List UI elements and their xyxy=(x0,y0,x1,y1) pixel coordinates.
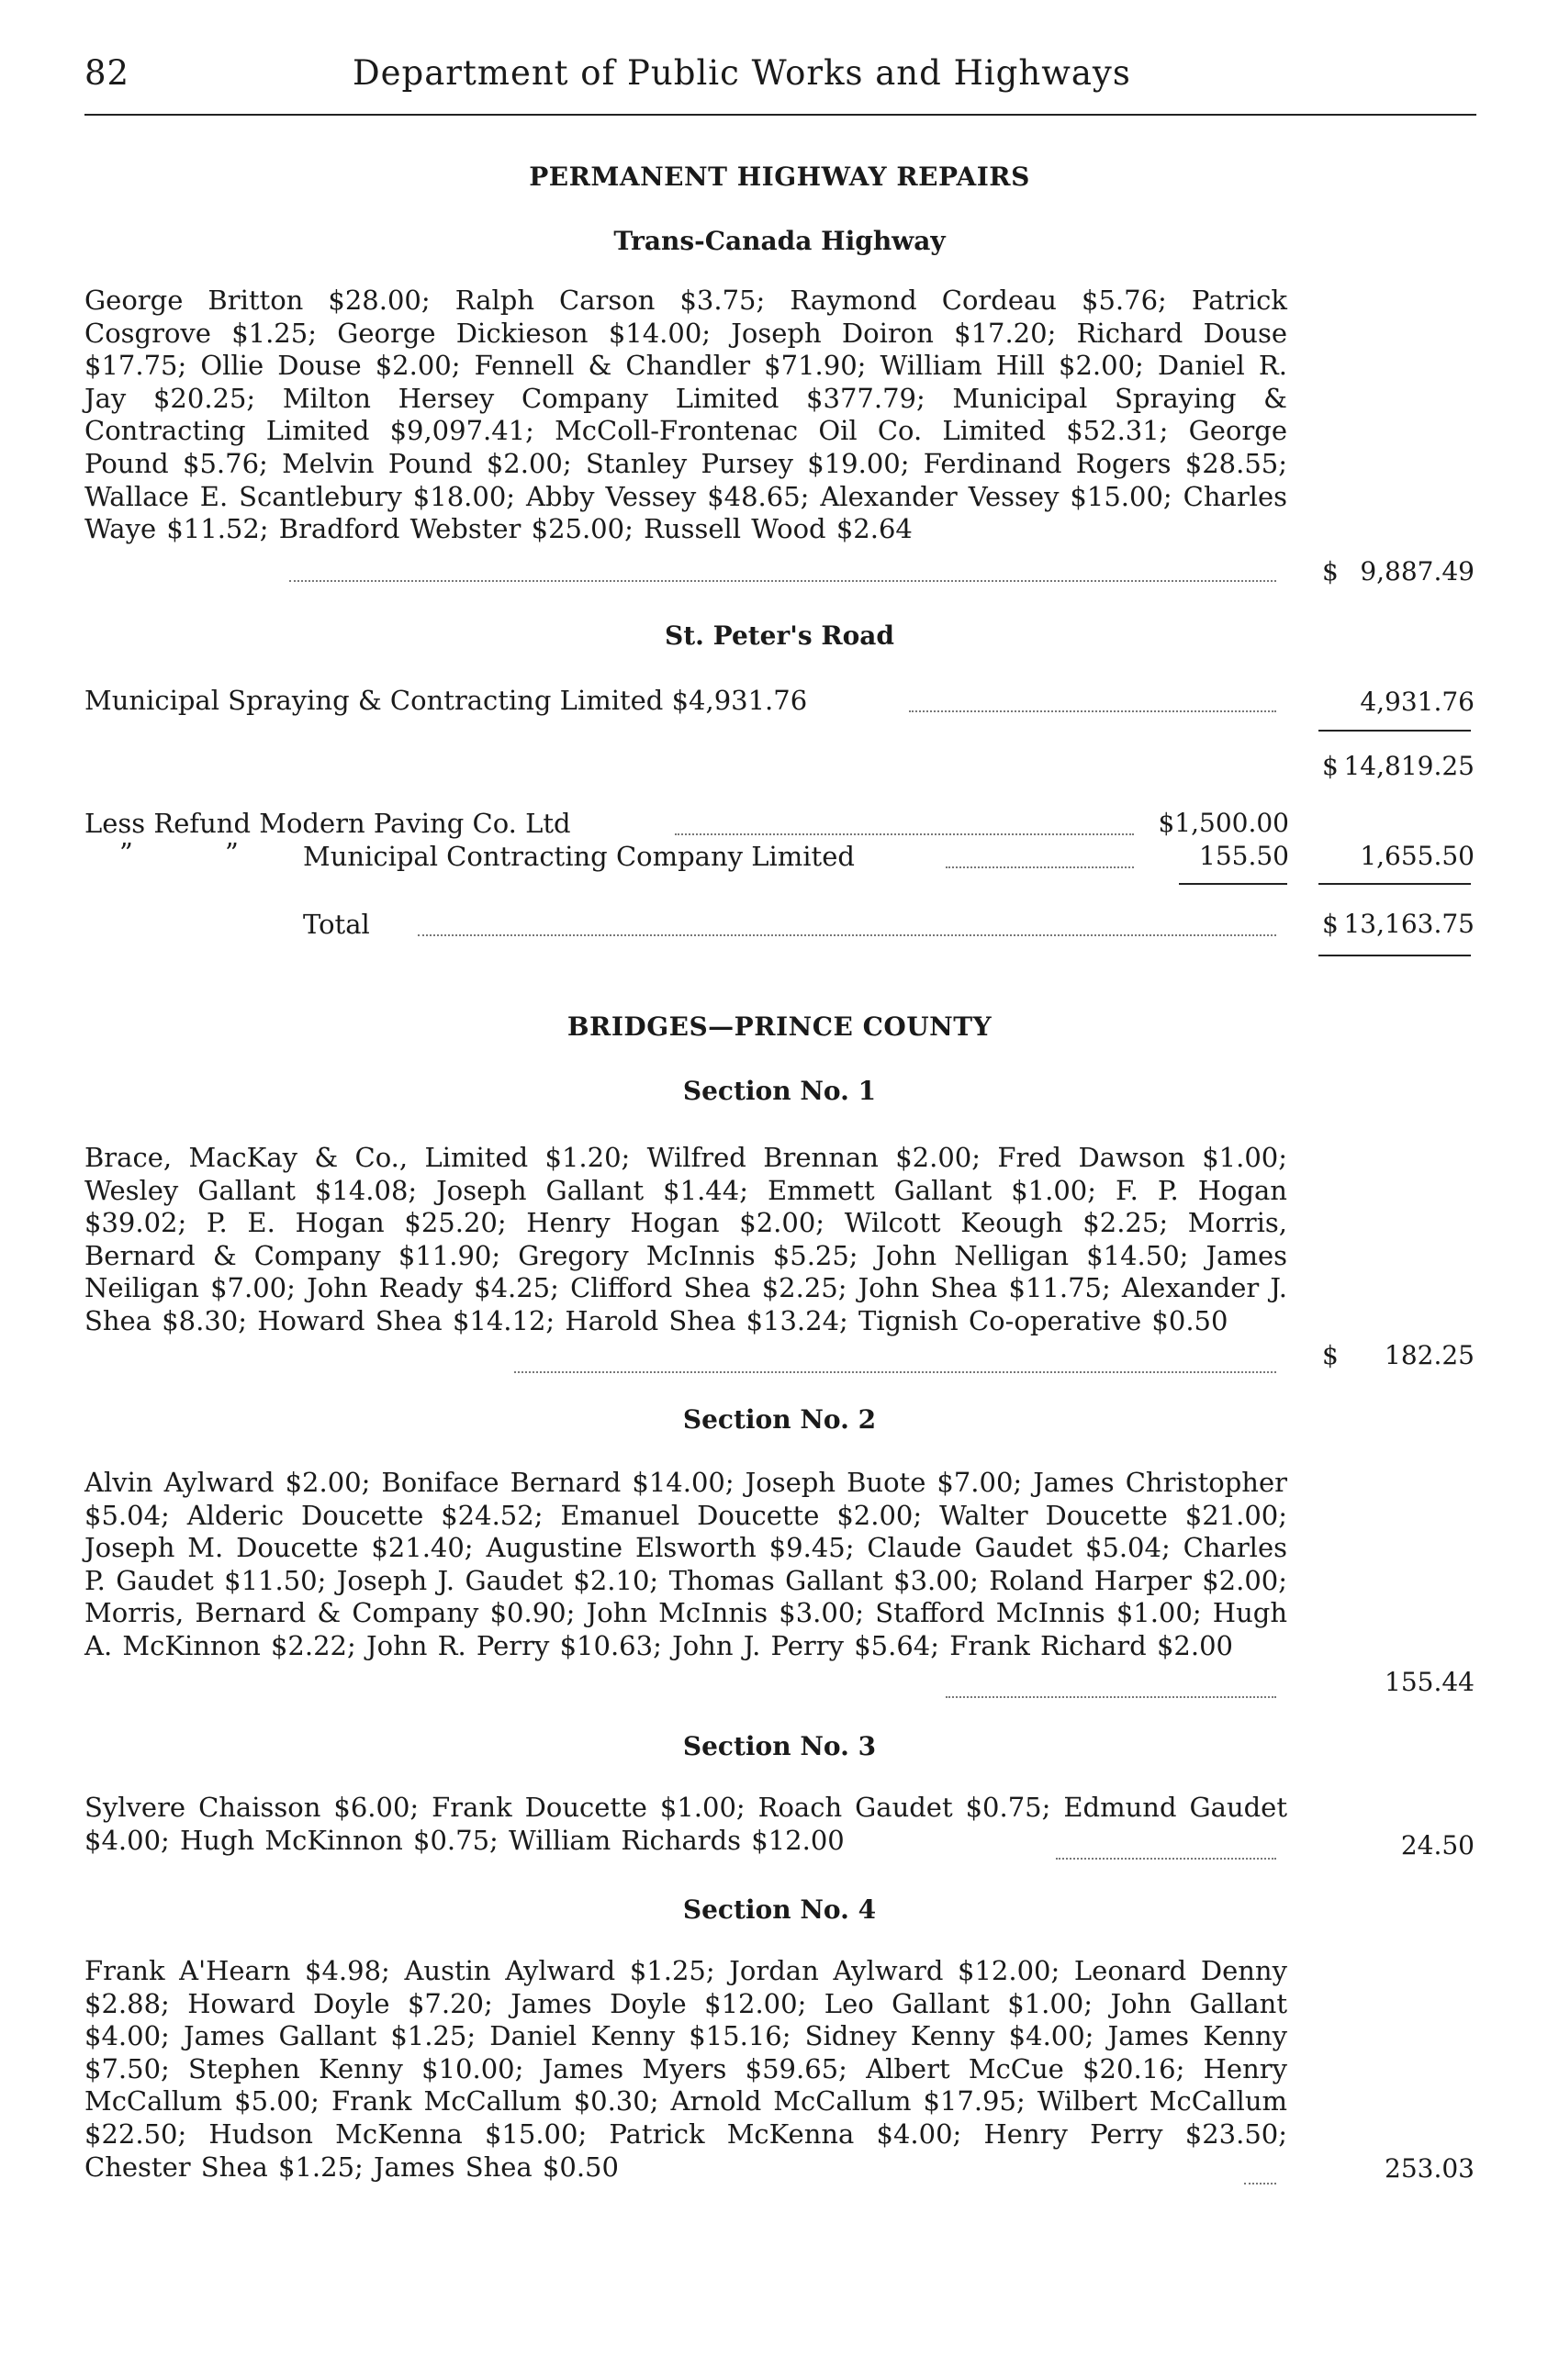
section-4-amount: 253.03 xyxy=(1385,2153,1475,2184)
dollar-sign: $ xyxy=(1322,909,1339,939)
section-2-payee-list: Alvin Aylward $2.00; Boniface Bernard $14.00; Joseph Buote $7.00; James Christopher $5.04; Alderic Doucette $24.52; Emanuel Doucette $2.00; Walter Doucette $21.00; Joseph M. Doucette $21.40; Augustine Elsworth $9.45; Claude Gaudet $5.04; Charles P. Gaudet $11.50; Joseph J. Gaudet $2.10; Thomas Gallant $3.00; Roland Harper $2.00; Morris, Bernard & Company $0.90; John McInnis $3.00; Stafford McInnis $1.00; Hugh A. McKinnon $2.22; John R. Perry $10.63; John J. Perry $5.64; Frank Richard $2.00 xyxy=(84,1467,1287,1661)
total-rule-bottom xyxy=(1318,955,1471,956)
running-head-title: Department of Public Works and Highways xyxy=(353,53,1131,93)
subheading-trans-canada-highway: Trans-Canada Highway xyxy=(613,226,946,256)
ditto-mark: ” xyxy=(225,837,239,868)
section-1-amount: 182.25 xyxy=(1385,1340,1475,1370)
dot-leader xyxy=(1244,2183,1276,2184)
dollar-sign: $ xyxy=(1322,1340,1339,1370)
trans-canada-amount: 9,887.49 xyxy=(1360,556,1475,587)
page-number: 82 xyxy=(84,53,130,93)
dot-leader xyxy=(514,1371,1276,1373)
section-2-amount: 155.44 xyxy=(1385,1667,1475,1697)
subtotal-rule xyxy=(1318,730,1471,732)
st-peters-road-amount: 4,931.76 xyxy=(1360,687,1475,717)
dot-leader xyxy=(418,934,1276,936)
total-amount: 13,163.75 xyxy=(1343,909,1475,939)
subtotal-amount: 14,819.25 xyxy=(1343,751,1475,781)
page-header xyxy=(84,53,1473,117)
st-peters-road-line: Municipal Spraying & Contracting Limited $4,931.76 xyxy=(84,685,808,716)
trans-canada-payee-list: George Britton $28.00; Ralph Carson $3.75; Raymond Cordeau $5.76; Patrick Cosgrove $1.25; George Dickieson $14.00; Joseph Doiron $17.20; Richard Douse $17.75; Ollie Douse $2.00; Fennell & Chandler $71.90; William Hill $2.00; Daniel R. Jay $20.25; Milton Hersey Company Limited $377.79; Municipal Spraying & Contracting Limited $9,097.41; McColl-Frontenac Oil Co. Limited $52.31; George Pound $5.76; Melvin Pound $2.00; Stanley Pursey $19.00; Ferdinand Rogers $28.55; Wallace E. Scantlebury $18.00; Abby Vessey $48.65; Alexander Vessey $15.00; Charles Waye $11.52; Bradford Webster $25.00; Russell Wood $2.64 xyxy=(84,285,1287,545)
refund-rule xyxy=(1179,883,1287,885)
dot-leader xyxy=(909,710,1276,712)
section-1-payee-list: Brace, MacKay & Co., Limited $1.20; Wilfred Brennan $2.00; Fred Dawson $1.00; Wesley Gallant $14.08; Joseph Gallant $1.44; Emmett Gallant $1.00; F. P. Hogan $39.02; P. E. Hogan $25.20; Henry Hogan $2.00; Wilcott Keough $2.25; Morris, Bernard & Company $11.90; Gregory McInnis $5.25; John Nelligan $14.50; James Neiligan $7.00; John Ready $4.25; Clifford Shea $2.25; John Shea $11.75; Alexander J. Shea $8.30; Howard Shea $14.12; Harold Shea $13.24; Tignish Co-operative $0.50 xyxy=(84,1142,1287,1336)
section-heading-bridges-prince-county: BRIDGES—PRINCE COUNTY xyxy=(566,1011,993,1042)
subheading-section-2: Section No. 2 xyxy=(682,1404,877,1435)
total-label: Total xyxy=(303,909,370,940)
section-3-payee-list: Sylvere Chaisson $6.00; Frank Doucette $1.00; Roach Gaudet $0.75; Edmund Gaudet $4.00; Hugh McKinnon $0.75; William Richards $12.00 xyxy=(84,1792,1287,1856)
section-heading-permanent-highway-repairs: PERMANENT HIGHWAY REPAIRS xyxy=(529,162,1030,192)
refund-line-modern-paving: Less Refund Modern Paving Co. Ltd xyxy=(84,808,571,839)
refund-amount-municipal-contracting: 155.50 xyxy=(1199,841,1289,871)
subheading-section-4: Section No. 4 xyxy=(682,1894,877,1925)
subheading-st-peters-road: St. Peter's Road xyxy=(664,620,895,651)
dot-leader xyxy=(289,580,1276,582)
dot-leader xyxy=(946,1696,1276,1698)
section-3-amount: 24.50 xyxy=(1400,1830,1475,1860)
dot-leader xyxy=(675,833,1134,835)
dot-leader xyxy=(1056,1858,1276,1860)
refund-line-municipal-contracting: Municipal Contracting Company Limited xyxy=(303,841,855,872)
dollar-sign: $ xyxy=(1322,556,1339,587)
subheading-section-1: Section No. 1 xyxy=(682,1076,877,1106)
refund-amount-modern-paving: $1,500.00 xyxy=(1158,808,1289,838)
dot-leader xyxy=(946,866,1134,868)
ditto-mark: ” xyxy=(119,837,133,868)
subheading-section-3: Section No. 3 xyxy=(682,1731,877,1761)
refund-total-amount: 1,655.50 xyxy=(1360,841,1475,871)
header-rule xyxy=(84,114,1476,116)
total-rule-top xyxy=(1318,883,1471,885)
section-4-payee-list: Frank A'Hearn $4.98; Austin Aylward $1.25; Jordan Aylward $12.00; Leonard Denny $2.88; Howard Doyle $7.20; James Doyle $12.00; Leo Gallant $1.00; John Gallant $4.00; James Gallant $1.25; Daniel Kenny $15.16; Sidney Kenny $4.00; James Kenny $7.50; Stephen Kenny $10.00; James Myers $59.65; Albert McCue $20.16; Henry McCallum $5.00; Frank McCallum $0.30; Arnold McCallum $17.95; Wilbert McCallum $22.50; Hudson McKenna $15.00; Patrick McKenna $4.00; Henry Perry $23.50; Chester Shea $1.25; James Shea $0.50 xyxy=(84,1955,1287,2183)
dollar-sign: $ xyxy=(1322,751,1339,781)
